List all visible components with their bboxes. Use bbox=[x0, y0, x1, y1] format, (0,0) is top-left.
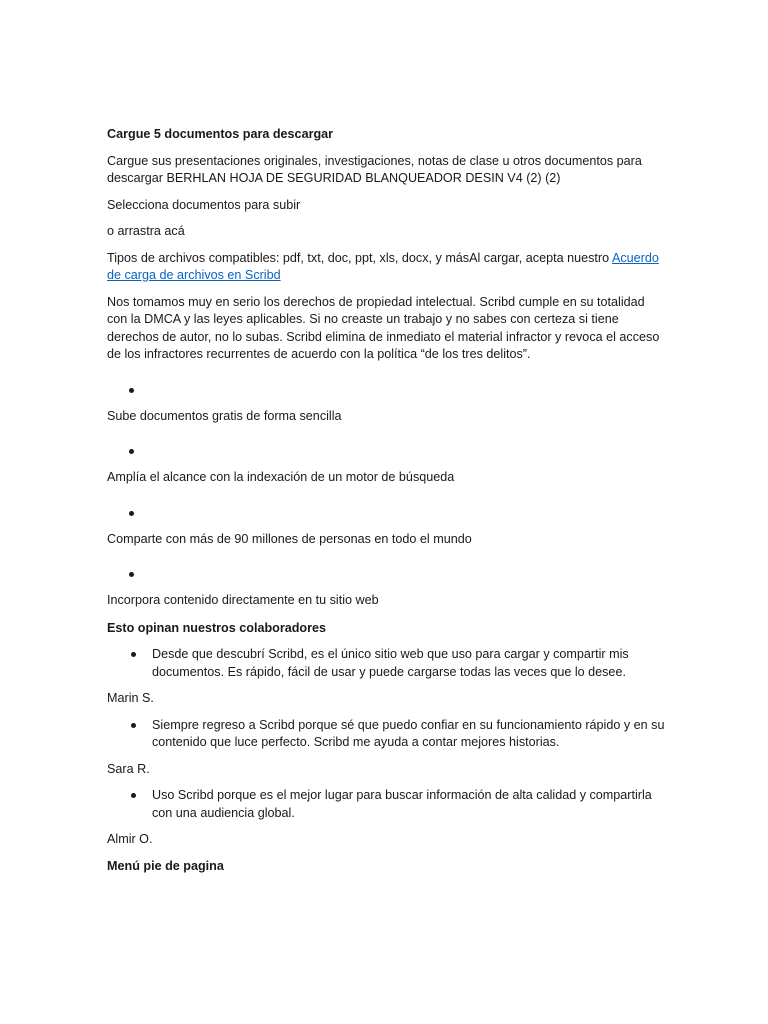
file-types-paragraph bbox=[107, 250, 667, 285]
bullet-dot-icon bbox=[129, 572, 134, 577]
testimonial-author: Marin S. bbox=[107, 691, 154, 705]
testimonial-quote bbox=[107, 646, 667, 681]
bullet-dot-icon bbox=[131, 652, 136, 657]
benefit-item bbox=[107, 382, 667, 426]
testimonial-author: Almir O. bbox=[107, 832, 153, 846]
benefit-item bbox=[107, 566, 667, 610]
benefits-list bbox=[107, 382, 667, 610]
bullet-marker bbox=[107, 443, 667, 469]
bullet-dot-icon bbox=[131, 793, 136, 798]
testimonials-list bbox=[107, 646, 667, 849]
testimonial-quote bbox=[107, 717, 667, 752]
footer-menu-heading: Menú pie de pagina bbox=[107, 858, 224, 873]
benefit-item bbox=[107, 505, 667, 549]
benefit-text: Comparte con más de 90 millones de personas en todo el mundo bbox=[107, 531, 472, 546]
bullet-dot-icon bbox=[129, 388, 134, 393]
select-documents-label[interactable]: Selecciona documentos para subir bbox=[107, 197, 301, 212]
drag-drop-label: o arrastra acá bbox=[107, 224, 185, 238]
bullet-dot-icon bbox=[129, 449, 134, 454]
bullet-marker bbox=[107, 566, 667, 592]
benefit-text: Amplía el alcance con la indexación de un motor de búsqueda bbox=[107, 470, 455, 484]
benefit-text: Incorpora contenido directamente en tu sitio web bbox=[107, 593, 379, 607]
document-page bbox=[107, 126, 667, 884]
testimonial-quote bbox=[107, 787, 667, 822]
testimonial-text: Siempre regreso a Scribd porque sé que puedo confiar en su funcionamiento rápido y en su contenido que luce perfecto. Scribd me ayuda a contar mejores historias. bbox=[152, 717, 665, 749]
benefit-text: Sube documentos gratis de forma sencilla bbox=[107, 408, 342, 423]
upload-description: Cargue sus presentaciones originales, investigaciones, notas de clase u otros documentos para descargar BERHLAN HOJA DE SEGURIDAD BLANQUEADOR DESIN V4 (2) (2) bbox=[107, 153, 642, 185]
bullet-marker bbox=[107, 382, 667, 408]
upload-agreement-link[interactable]: Acuerdo de carga de archivos en Scribd bbox=[107, 250, 659, 282]
benefit-item bbox=[107, 443, 667, 487]
testimonials-heading: Esto opinan nuestros colaboradores bbox=[107, 620, 327, 635]
upload-title: Cargue 5 documentos para descargar bbox=[107, 127, 334, 141]
testimonial-text: Desde que descubrí Scribd, es el único sitio web que uso para cargar y compartir mis documentos. Es rápido, fácil de usar y puede cargarse todas las veces que lo desee. bbox=[152, 647, 629, 679]
file-types-text: Tipos de archivos compatibles: pdf, txt, doc, ppt, xls, docx, y másAl cargar, acepta nuestro bbox=[107, 250, 612, 265]
bullet-dot-icon bbox=[131, 723, 136, 728]
bullet-dot-icon bbox=[129, 511, 134, 516]
bullet-marker bbox=[107, 505, 667, 531]
copyright-notice: Nos tomamos muy en serio los derechos de propiedad intelectual. Scribd cumple en su totalidad con la DMCA y las leyes aplicables. Si no creaste un trabajo y no sabes con certeza si tiene derechos de autor, no lo subas. Scribd elimina de inmediato el material infractor y revoca el acceso de los infractores recurrentes de acuerdo con la política “de los tres delitos”. bbox=[107, 294, 660, 361]
testimonial-author: Sara R. bbox=[107, 761, 150, 776]
testimonial-text: Uso Scribd porque es el mejor lugar para buscar información de alta calidad y compartirla con una audiencia global. bbox=[152, 788, 652, 820]
